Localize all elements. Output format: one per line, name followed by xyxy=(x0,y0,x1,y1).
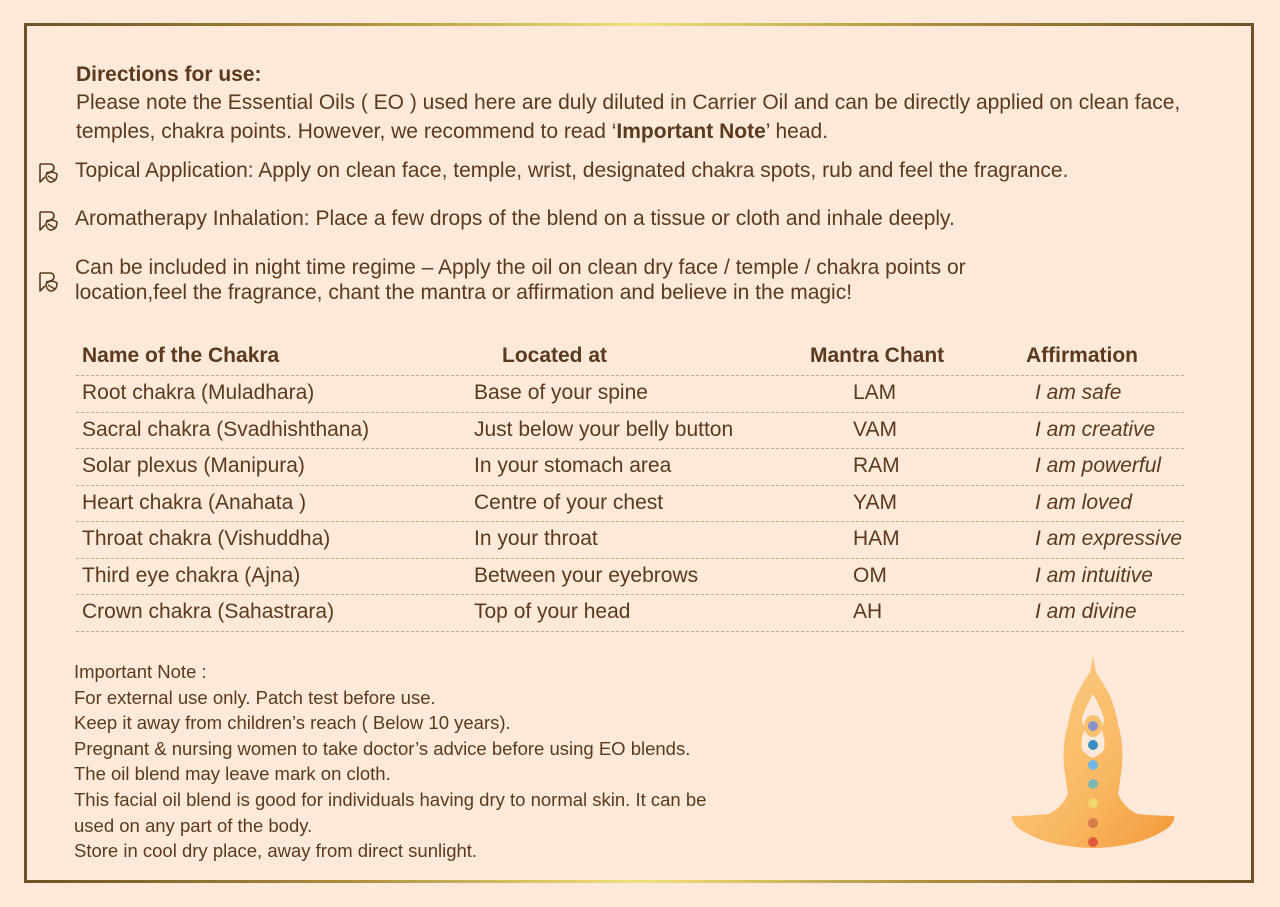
header-chakra-name: Name of the Chakra xyxy=(82,344,280,367)
border-left xyxy=(24,23,27,883)
chakra-location: Between your eyebrows xyxy=(474,563,699,587)
table-row xyxy=(76,595,1184,632)
header-located-at: Located at xyxy=(502,344,608,367)
third-eye-chakra-dot xyxy=(1088,740,1098,750)
chakra-name: Sacral chakra (Svadhishthana) xyxy=(82,417,370,441)
chakra-location: In your stomach area xyxy=(474,454,672,477)
note-line: This facial oil blend is good for individuals having dry to normal skin. It can be xyxy=(74,788,707,810)
chakra-location: In your throat xyxy=(474,527,598,550)
intro-text: Please note the Essential Oils ( EO ) used here are duly diluted in Carrier Oil and can be directly applied on clean face, temples, chakra points. However, we recommend to read ‘ xyxy=(76,91,1181,143)
chakra-name: Throat chakra (Vishuddha) xyxy=(82,527,331,550)
chakra-location: Centre of your chest xyxy=(474,490,664,514)
leaf-bookmark-icon xyxy=(38,271,60,293)
chakra-mantra: RAM xyxy=(853,454,900,477)
note-line: The oil blend may leave mark on cloth. xyxy=(74,763,391,785)
leaf-bookmark-icon xyxy=(38,210,60,232)
note-line: Keep it away from children’s reach ( Below 10 years). xyxy=(74,712,511,734)
meditation-figure-icon xyxy=(1008,654,1178,860)
chakra-name: Root chakra (Muladhara) xyxy=(82,381,315,404)
table-row xyxy=(76,486,1184,523)
note-line: Store in cool dry place, away from direct sunlight. xyxy=(74,840,478,862)
chakra-affirmation: I am creative xyxy=(1035,417,1156,441)
chakra-table xyxy=(76,340,1184,632)
table-row xyxy=(76,376,1184,413)
important-note-section xyxy=(74,659,834,864)
bullet-text-line1: Can be included in night time regime – Apply the oil on clean dry face / temple / chakra points or xyxy=(75,256,966,279)
chakra-name: Heart chakra (Anahata ) xyxy=(82,490,307,514)
throat-chakra-dot xyxy=(1088,760,1098,770)
important-note-title: Important Note : xyxy=(74,661,207,682)
chakra-mantra: OM xyxy=(853,563,887,587)
bullet-text: Topical Application: Apply on clean face, temple, wrist, designated chakra spots, rub and feel the fragrance. xyxy=(75,159,1069,182)
chakra-affirmation: I am divine xyxy=(1035,600,1137,623)
chakra-affirmation: I am safe xyxy=(1035,381,1122,404)
chakra-affirmation: I am loved xyxy=(1035,490,1132,514)
crown-chakra-dot xyxy=(1088,721,1098,731)
solar-plexus-chakra-dot xyxy=(1088,798,1098,808)
chakra-location: Base of your spine xyxy=(474,381,648,404)
bullet-text: Aromatherapy Inhalation: Place a few drops of the blend on a tissue or cloth and inhale deeply. xyxy=(75,207,955,230)
leaf-bookmark-icon xyxy=(38,162,60,184)
chakra-mantra: LAM xyxy=(853,381,897,404)
chakra-affirmation: I am intuitive xyxy=(1035,563,1153,587)
intro-bold-text: Important Note xyxy=(616,120,766,143)
table-row xyxy=(76,413,1184,450)
chakra-name: Solar plexus (Manipura) xyxy=(82,454,305,477)
bullet-text xyxy=(75,255,1235,305)
table-row xyxy=(76,449,1184,486)
note-line: For external use only. Patch test before use. xyxy=(74,686,436,708)
intro-text-end: ’ head. xyxy=(765,120,829,143)
heart-chakra-dot xyxy=(1088,779,1098,789)
chakra-mantra: YAM xyxy=(853,490,897,514)
root-chakra-dot xyxy=(1088,837,1098,847)
table-header-row xyxy=(76,340,1184,376)
border-right xyxy=(1251,23,1254,883)
header-mantra-chant: Mantra Chant xyxy=(810,344,945,367)
bullet-text-line2: location,feel the fragrance, chant the mantra or affirmation and believe in the magic! xyxy=(75,281,853,304)
directions-intro xyxy=(76,88,1236,146)
chakra-name: Crown chakra (Sahastrara) xyxy=(82,600,335,623)
chakra-location: Just below your belly button xyxy=(474,417,734,441)
border-bottom xyxy=(24,880,1254,883)
chakra-affirmation: I am powerful xyxy=(1035,454,1162,477)
chakra-mantra: HAM xyxy=(853,527,900,550)
border-top xyxy=(24,23,1254,26)
table-row xyxy=(76,522,1184,559)
table-row xyxy=(76,559,1184,596)
chakra-mantra: AH xyxy=(853,600,883,623)
directions-section xyxy=(76,62,1236,146)
header-affirmation: Affirmation xyxy=(1026,344,1138,367)
chakra-affirmation: I am expressive xyxy=(1035,527,1183,550)
note-line: Pregnant & nursing women to take doctor’s advice before using EO blends. xyxy=(74,737,691,759)
chakra-location: Top of your head xyxy=(474,600,631,623)
directions-title: Directions for use: xyxy=(76,63,262,86)
sacral-chakra-dot xyxy=(1088,818,1098,828)
chakra-mantra: VAM xyxy=(853,417,897,441)
chakra-name: Third eye chakra (Ajna) xyxy=(82,563,301,587)
note-line: used on any part of the body. xyxy=(74,814,313,836)
